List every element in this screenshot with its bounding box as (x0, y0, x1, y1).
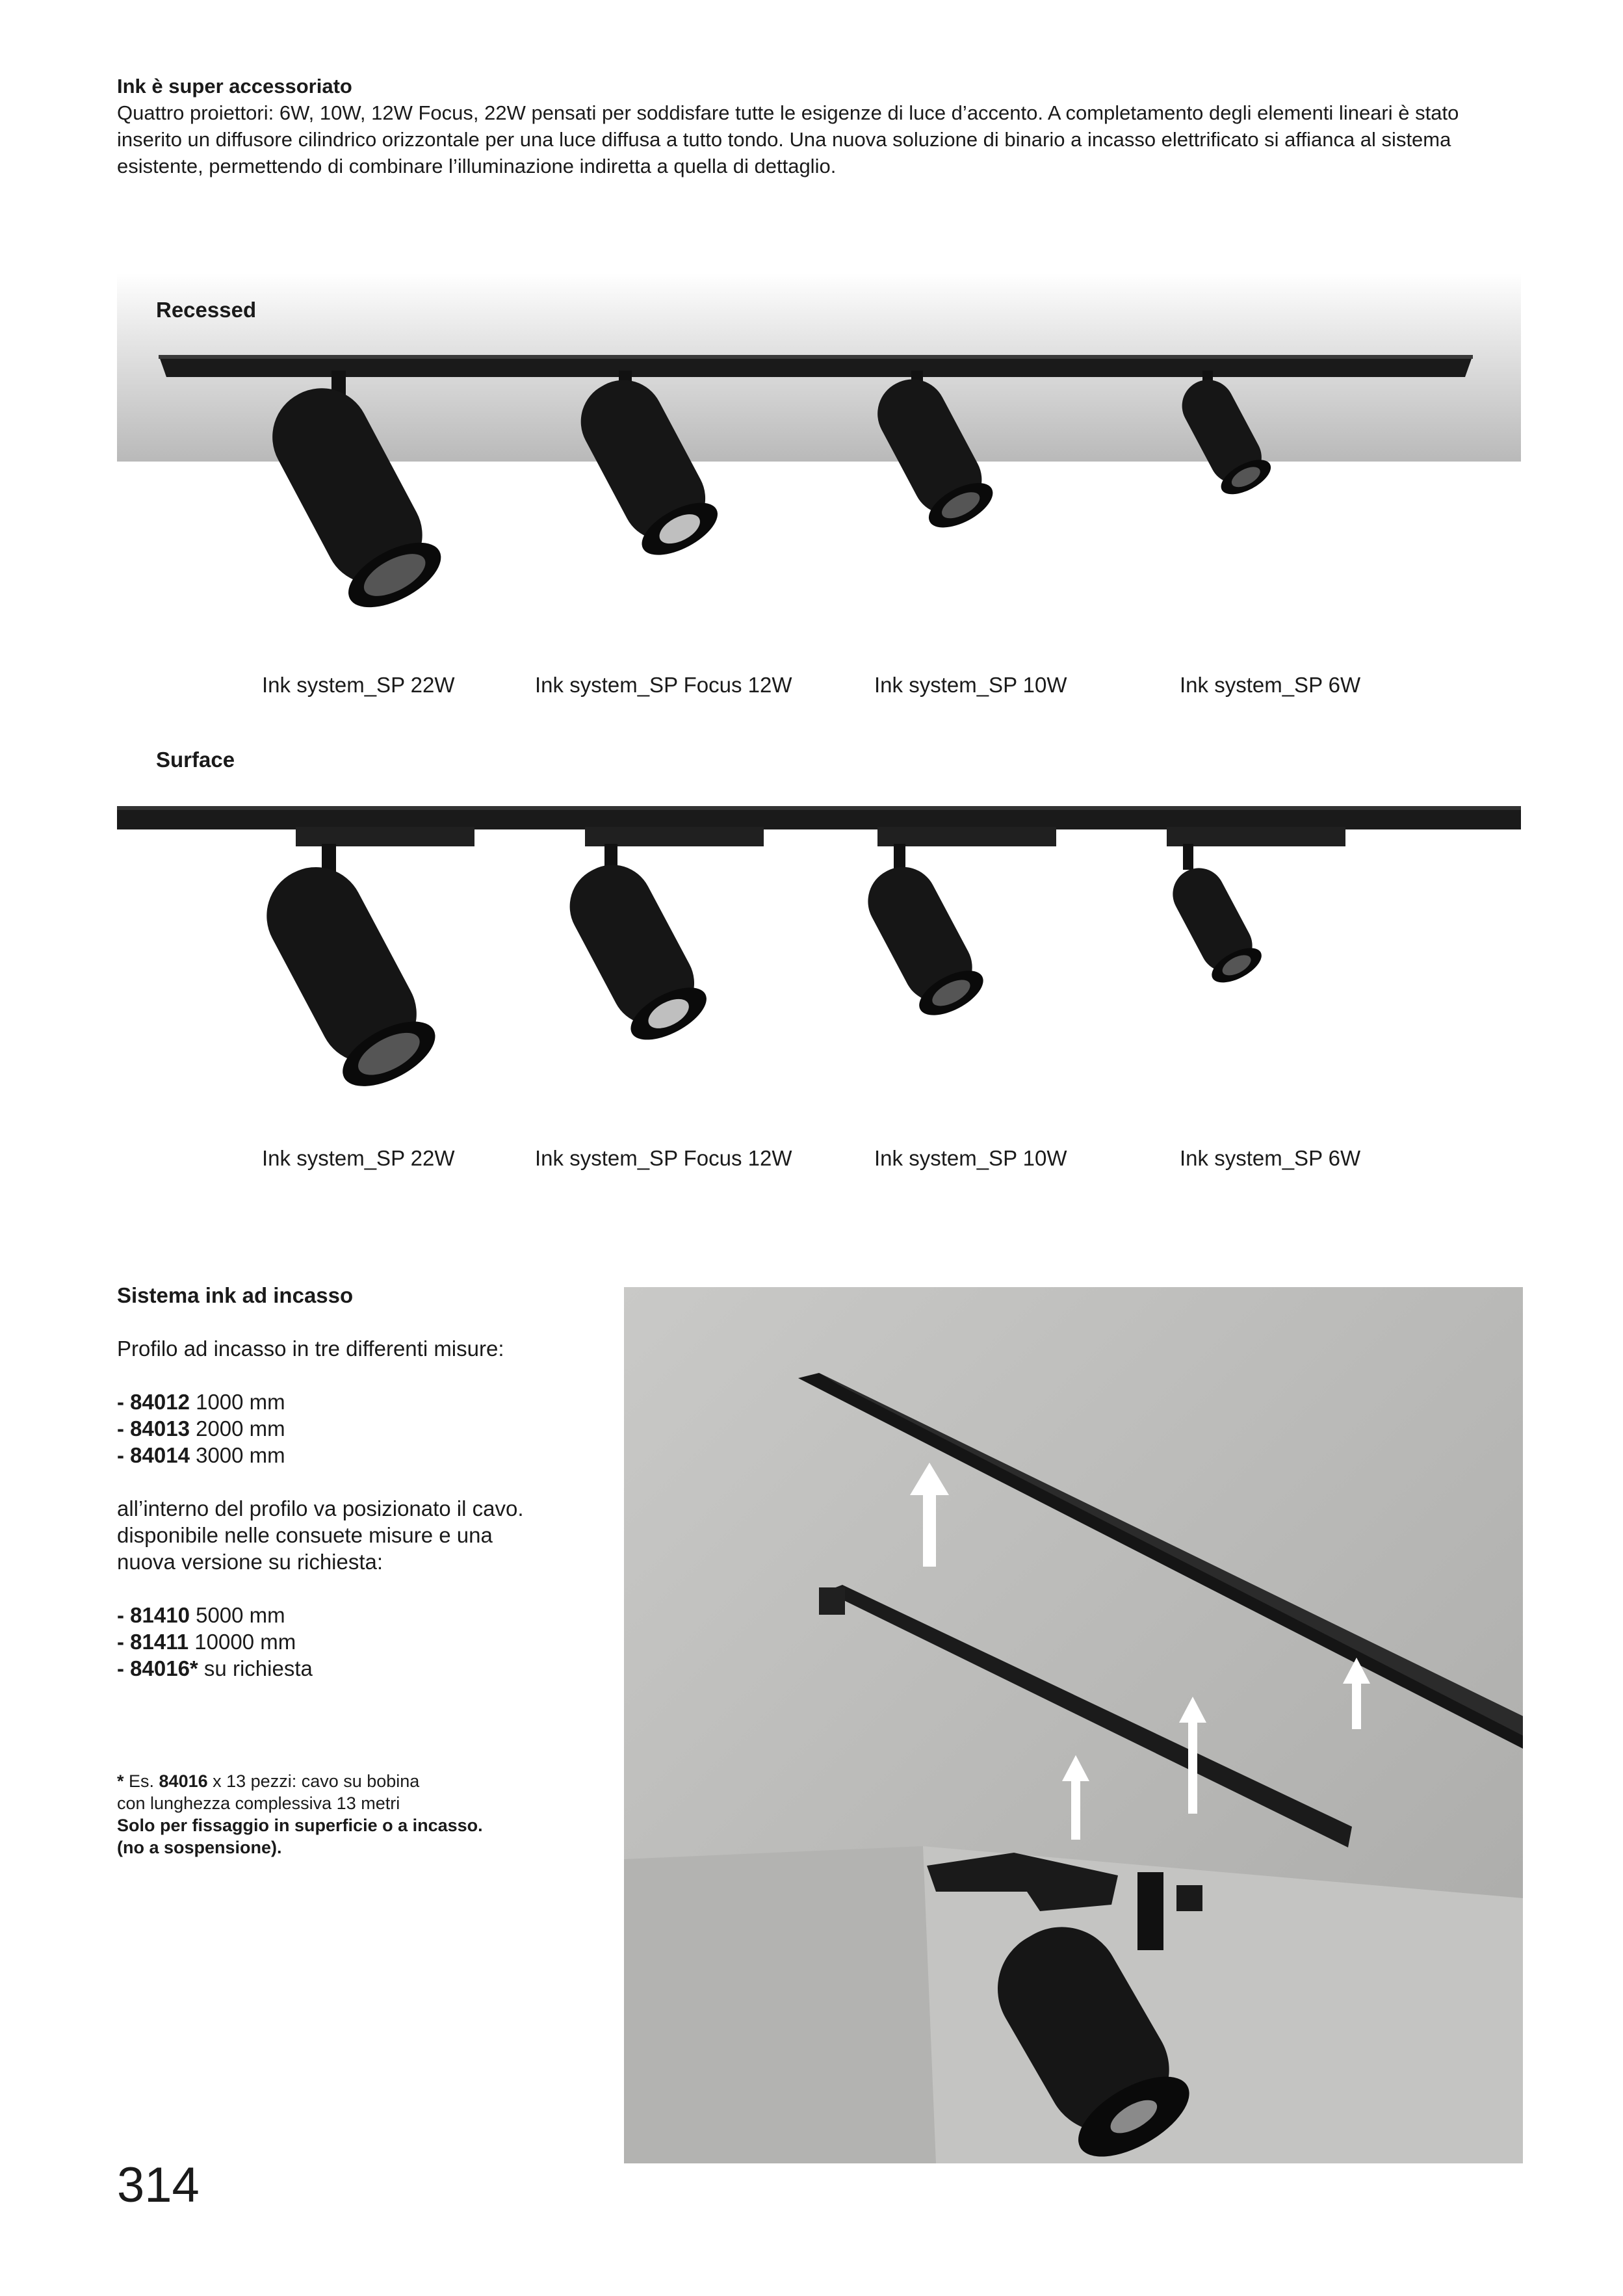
surface-spot-focus-12w (556, 844, 714, 1050)
cable-item: - 81410 5000 mm (117, 1603, 285, 1627)
system-heading: Sistema ink ad incasso (117, 1283, 354, 1307)
recessed-caption-6w: Ink system_SP 6W (1180, 673, 1361, 697)
surface-caption-focus-12w: Ink system_SP Focus 12W (535, 1146, 792, 1170)
footnote: * Es. 84016 x 13 pezzi: cavo su bobina con lunghezza complessiva 13 metri Solo per fissaggio in superficie o a incasso. (no a sospensione). (117, 1771, 483, 1857)
recessed-caption-focus-12w: Ink system_SP Focus 12W (535, 673, 792, 697)
cable-item: - 81411 10000 mm (117, 1630, 296, 1654)
cable-intro: all’interno del profilo va posizionato il cavo. disponibile nelle consuete misure e una nuova versione su richiesta: (117, 1496, 524, 1574)
surface-spot-22w (248, 844, 445, 1099)
recessed-caption-10w: Ink system_SP 10W (874, 673, 1067, 697)
surface-spot-10w (855, 844, 990, 1024)
surface-caption-22w: Ink system_SP 22W (262, 1146, 455, 1170)
intro-heading: Ink è super accessoriato (117, 75, 352, 98)
profile-intro: Profilo ad incasso in tre differenti misure: (117, 1337, 504, 1361)
page-number: 314 (117, 2158, 200, 2213)
recessed-spot-22w (253, 371, 450, 611)
profile-item: - 84014 3000 mm (117, 1443, 285, 1467)
recessed-caption-22w: Ink system_SP 22W (262, 673, 455, 697)
system-description (117, 1282, 572, 1682)
recessed-track-exploded-photo (624, 1287, 1523, 2163)
profile-item: - 84013 2000 mm (117, 1416, 285, 1441)
recessed-spotlights-illustration (117, 338, 1521, 611)
recessed-label: Recessed (156, 298, 257, 322)
recessed-spot-6w (1172, 370, 1277, 501)
profile-item: - 84012 1000 mm (117, 1390, 285, 1414)
intro-body: Quattro proiettori: 6W, 10W, 12W Focus, 22W pensati per soddisfare tutte le esigenze di luce d’accento. A completamento degli elementi lineari è stato inserito un diffusore cilindrico orizzontale per una luce diffusa a tutto tondo. Una nuova soluzione di binario a incasso elettrificato si affianca al sistema esistente, permettendo di combinare l’illuminazione indiretta a quella di dettaglio. (117, 101, 1459, 177)
intro-block (117, 73, 1521, 179)
cable-item: - 84016* su richiesta (117, 1656, 313, 1680)
surface-spotlights-illustration (117, 803, 1521, 1128)
surface-caption-10w: Ink system_SP 10W (874, 1146, 1067, 1170)
recessed-spot-focus-12w (567, 366, 725, 566)
surface-spot-6w (1163, 844, 1267, 989)
surface-caption-6w: Ink system_SP 6W (1180, 1146, 1361, 1170)
recessed-spot-10w (865, 367, 1000, 537)
surface-label: Surface (156, 748, 235, 772)
